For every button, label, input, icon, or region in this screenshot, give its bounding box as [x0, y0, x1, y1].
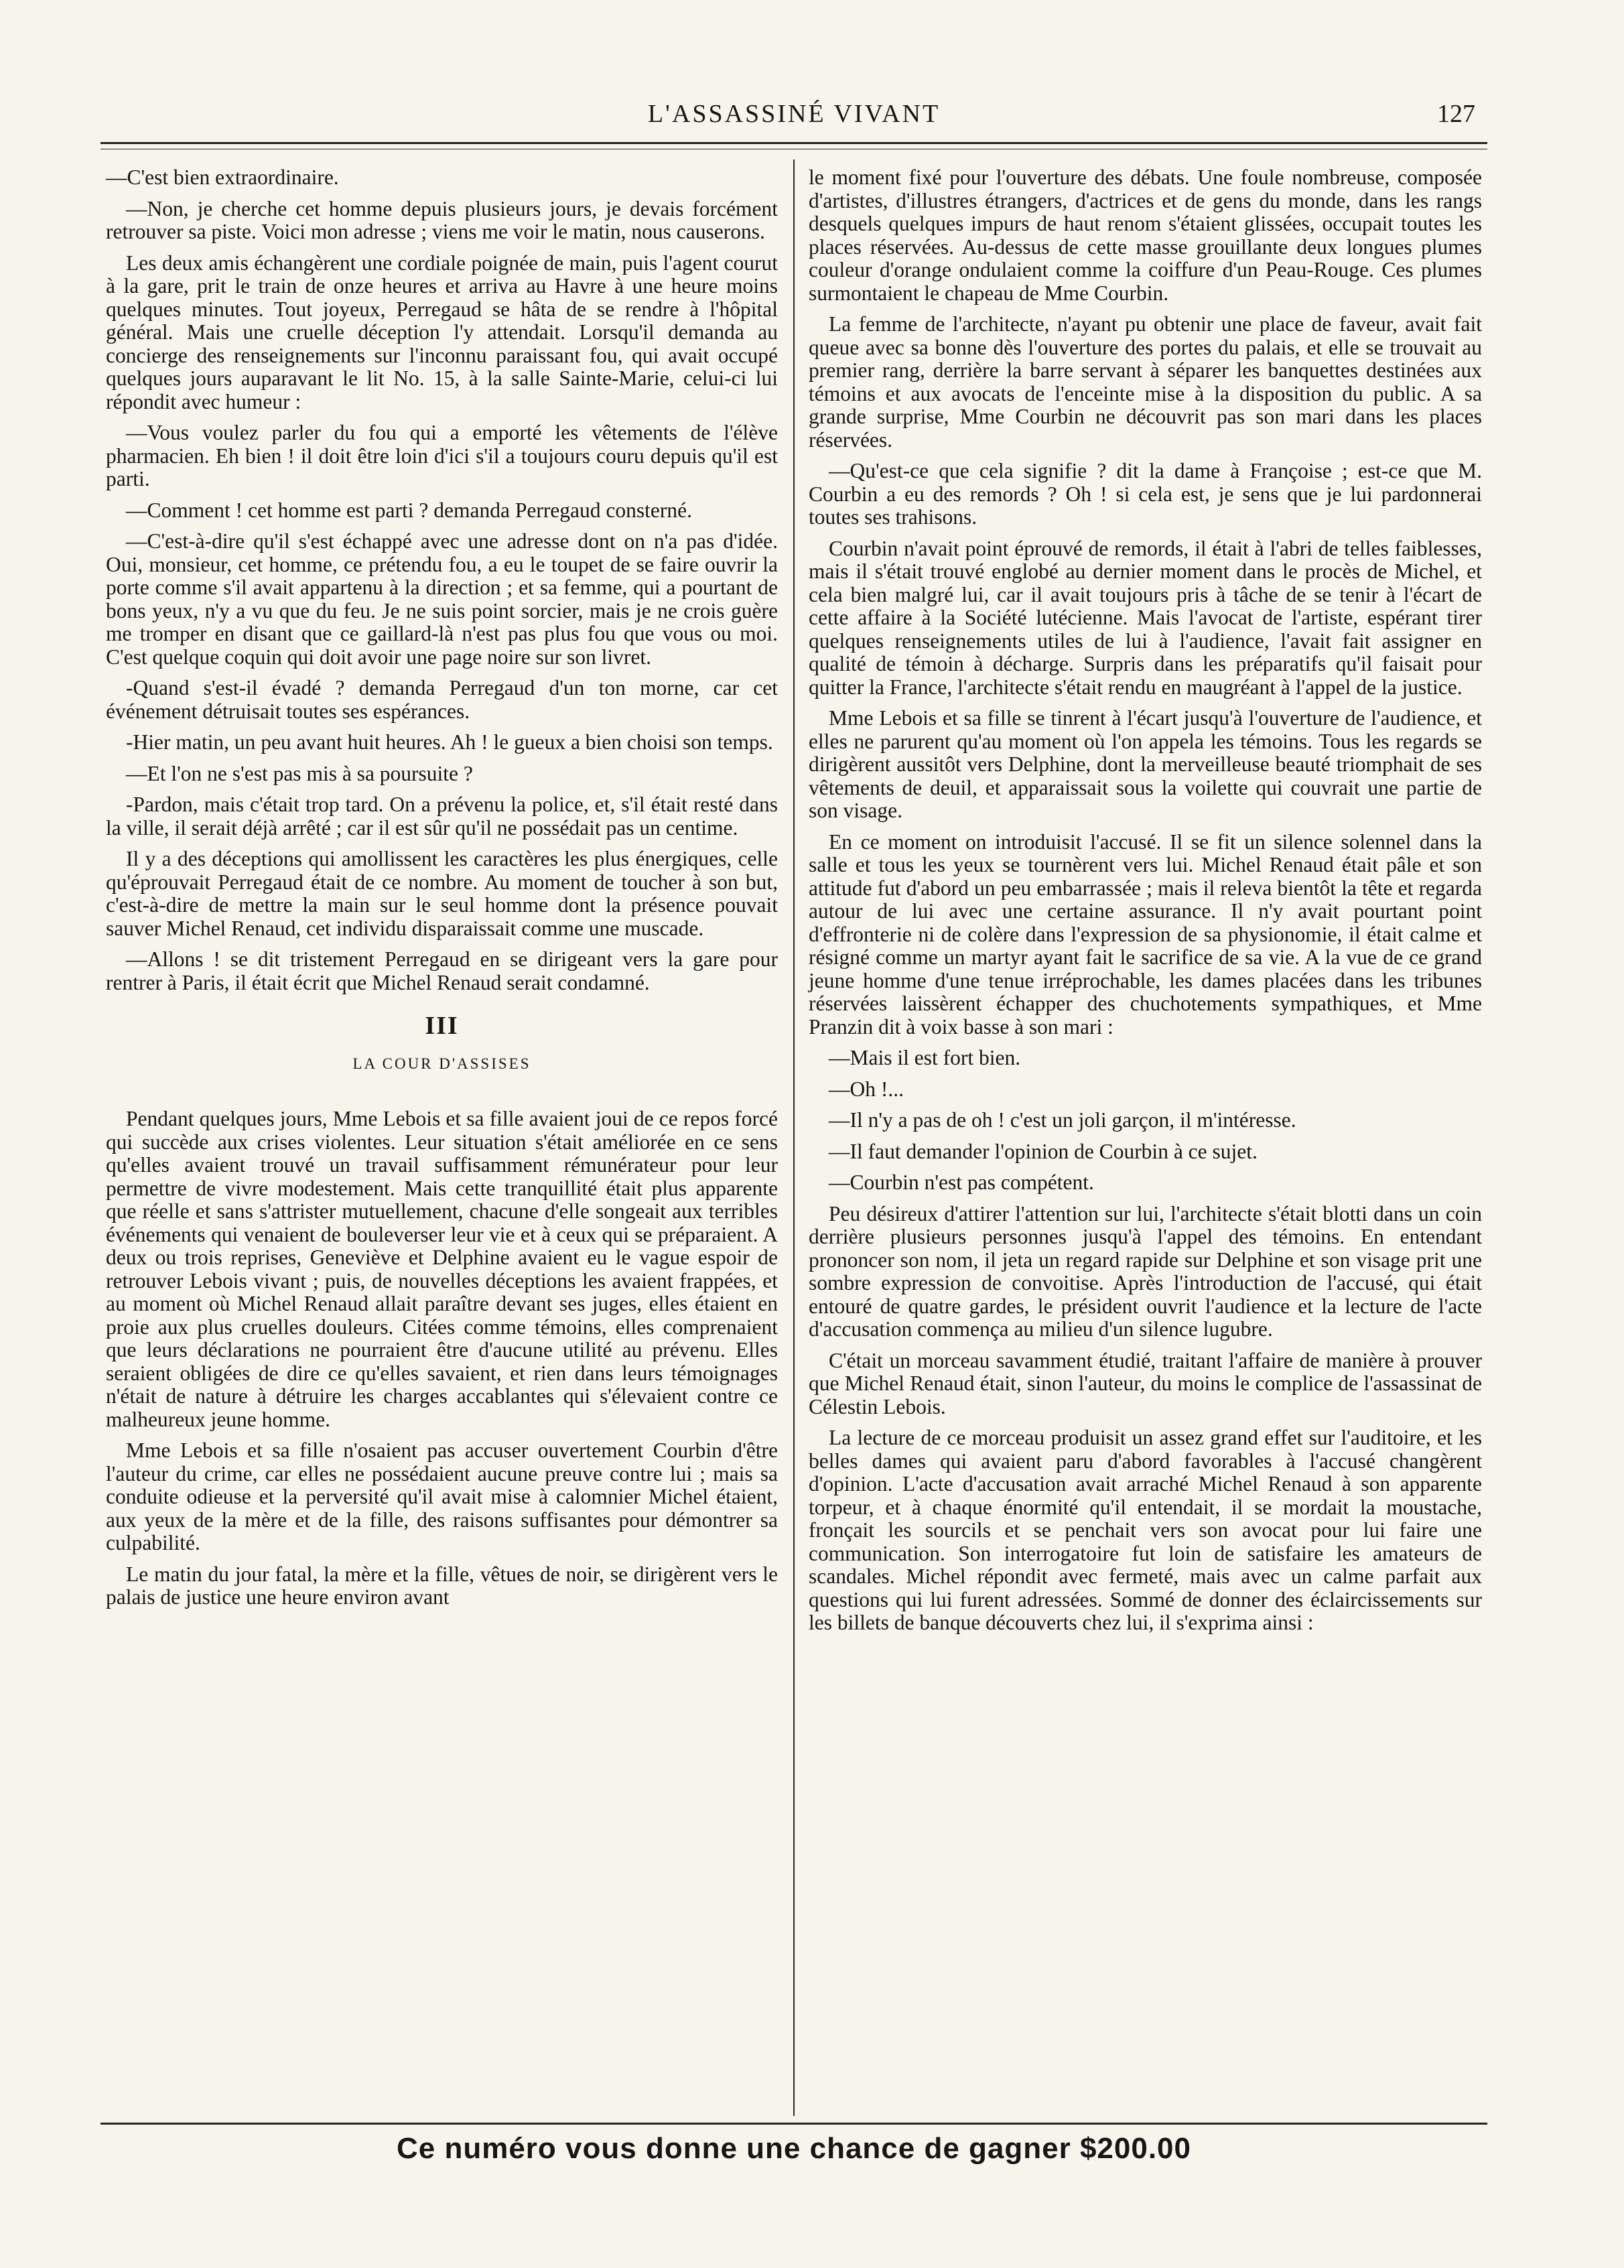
- paragraph: Mme Lebois et sa fille se tinrent à l'écart jusqu'à l'ouverture de l'audience, et elles ne parurent qu'au moment où l'on appela les témoins. Tous les regards se dirigèrent aussitôt vers Delphine, dont la merveilleuse beauté triomphait de ses vêtements de deuil, et apparaissait sous la voilette qui couvrait une partie de son visage.: [809, 706, 1482, 822]
- paragraph: —Oh !...: [829, 1077, 904, 1101]
- paragraph: le moment fixé pour l'ouverture des débats. Une foule nombreuse, composée d'artistes, d'illustres étrangers, d'actrices et de gens du monde, dans les rangs desquels quelques impurs de haut renom s'étaient glissées, occupait toutes les places réservées. Au-dessus de cette masse grouillante deux longues plumes couleur d'orange ondulaient comme la coiffure d'un Peau-Rouge. Ces plumes surmontaient le chapeau de Mme Courbin.: [809, 165, 1482, 305]
- paragraph: —Comment ! cet homme est parti ? demanda Perregaud consterné.: [126, 498, 692, 522]
- left-paragraphs-before: [106, 166, 778, 994]
- paragraph: Courbin n'avait point éprouvé de remords, il était à l'abri de telles faiblesses, mais il s'était trouvé englobé au dernier moment dans le procès de Michel, et cela bien malgré lui, car il avait toujours pris à tâche de se tenir à l'écart de cette affaire à la Société lutécienne. Mais l'avocat de l'artiste, espérant tirer quelques renseignements utiles de lui à l'audience, l'avait fait assigner en qualité de témoin à décharge. Surpris dans les préparatifs qu'il faisait pour quitter la France, l'architecte s'était rendu en maugréant à l'appel de la justice.: [809, 536, 1482, 699]
- column-divider: [793, 159, 795, 2116]
- section-title: LA COUR D'ASSISES: [352, 1055, 531, 1072]
- paragraph: —Qu'est-ce que cela signifie ? dit la dame à Françoise ; est-ce que M. Courbin a eu des remords ? Oh ! si cela est, je sens que je lui pardonnerai toutes ses trahisons.: [809, 459, 1482, 529]
- section-number: III: [425, 1012, 459, 1040]
- paragraph: -Hier matin, un peu avant huit heures. Ah ! le gueux a bien choisi son temps.: [126, 730, 773, 754]
- paragraph: En ce moment on introduisit l'accusé. Il se fit un silence solennel dans la salle et tous les yeux se tournèrent vers lui. Michel Renaud était pâle et son attitude fut d'abord un peu embarrassée ; mais il releva bientôt la tête et regarda autour de lui avec une certaine assurance. Il n'y avait pourtant point d'effronterie ni de colère dans l'expression de sa physionomie, il était calme et résigné comme un martyr ayant fait le sacrifice de sa vie. A la vue de ce grand jeune homme d'une tenue irréprochable, les dames placées dans les tribunes réservées laissèrent échapper des chuchotements sympathiques, et Mme Pranzin dit à voix basse à son mari :: [809, 829, 1482, 1039]
- paragraph: La lecture de ce morceau produisit un assez grand effet sur l'auditoire, et les belles dames qui avaient paru d'abord favorables à l'accusé changèrent d'opinion. L'acte d'accusation avait arraché Michel Renaud à son apparente torpeur, et à chaque énormité qu'il entendait, il se mordait la moustache, fronçait les sourcils et se penchait vers son avocat pour lui faire une communication. Son interrogatoire fut loin de satisfaire les amateurs de scandales. Michel répondit avec fermeté, mais avec un calme parfait aux questions qui lui furent adressées. Sommé de donner des éclaircissements sur les billets de banque découverts chez lui, il s'exprima ainsi :: [809, 1426, 1482, 1634]
- footer-banner: Ce numéro vous donne une chance de gagner $200.00: [396, 2132, 1192, 2165]
- paragraph: —Mais il est fort bien.: [829, 1046, 1021, 1069]
- paragraph: —Vous voulez parler du fou qui a emporté les vêtements de l'élève pharmacien. Eh bien ! il doit être loin d'ici s'il a toujours couru depuis qu'il est parti.: [106, 421, 778, 490]
- header-rule: [100, 142, 1487, 144]
- paragraph: —Courbin n'est pas compétent.: [829, 1171, 1094, 1194]
- running-title: L'ASSASSINÉ VIVANT: [647, 100, 941, 128]
- right-paragraphs: [809, 166, 1482, 1635]
- page-header: [100, 99, 1487, 139]
- paragraph: La femme de l'architecte, n'ayant pu obtenir une place de faveur, avait fait queue avec sa bonne dès l'ouverture des portes du palais, et elle se trouvait au premier rang, derrière la barre servant à séparer les banquettes destinées aux témoins et aux avocats de l'enceinte mise à la disposition du public. A sa grande surprise, Mme Courbin ne découvrit pas son mari dans les places réservées.: [809, 312, 1482, 452]
- paragraph: —C'est-à-dire qu'il s'est échappé avec une adresse dont on n'a pas d'idée. Oui, monsieur, cet homme, ce prétendu fou, a eu le toupet de se faire ouvrir la porte comme s'il avait appartenu à la direction ; et sa femme, qui a pourtant de bons yeux, n'y a vu que du feu. Je ne suis point sorcier, mais je ne crois guère me tromper en disant que ce gaillard-là n'est pas plus fou que vous ou moi. C'est quelque coquin qui doit avoir une page noire sur son livret.: [106, 529, 778, 669]
- paragraph: —Non, je cherche cet homme depuis plusieurs jours, je devais forcément retrouver sa piste. Voici mon adresse ; viens me voir le matin, nous causerons.: [106, 196, 778, 243]
- paragraph: —C'est bien extraordinaire.: [106, 165, 339, 189]
- page-number: 127: [1437, 100, 1475, 128]
- left-column: [106, 166, 778, 1617]
- paragraph: Il y a des déceptions qui amollissent les caractères les plus énergiques, celle qu'éprouvait Perregaud était de ce nombre. Au moment de toucher à son but, c'est-à-dire de mettre la main sur le seul homme dont la présence pouvait sauver Michel Renaud, cet individu disparaissait comme une muscade.: [106, 847, 778, 940]
- footer-rule: [100, 2123, 1487, 2125]
- paragraph: Mme Lebois et sa fille n'osaient pas accuser ouvertement Courbin d'être l'auteur du crime, car elles ne possédaient aucune preuve contre lui ; mais sa conduite odieuse et la perversité qu'il avait mise à calomnier Michel étaient, aux yeux de la mère et de la fille, des raisons suffisantes pour démontrer sa culpabilité.: [106, 1439, 778, 1554]
- paragraph: Le matin du jour fatal, la mère et la fille, vêtues de noir, se dirigèrent vers le palais de justice une heure environ avant: [106, 1562, 778, 1609]
- paragraph: Peu désireux d'attirer l'attention sur lui, l'architecte s'était blotti dans un coin derrière plusieurs personnes jusqu'à l'appel des témoins. En entendant prononcer son nom, il jeta un regard rapide sur Delphine et son visage prit une sombre expression de convoitise. Après l'introduction de l'accusé, qui était entouré de quatre gardes, le président ouvrit l'audience et la lecture de l'acte d'accusation commença au milieu d'un silence lugubre.: [809, 1201, 1482, 1341]
- left-paragraphs-after: [106, 1108, 778, 1609]
- paragraph: -Quand s'est-il évadé ? demanda Perregaud d'un ton morne, car cet événement détruisait toutes ses espérances.: [106, 676, 778, 723]
- paragraph: —Il n'y a pas de oh ! c'est un joli garçon, il m'intéresse.: [829, 1108, 1296, 1132]
- paragraph: Les deux amis échangèrent une cordiale poignée de main, puis l'agent courut à la gare, prit le train de onze heures et arriva au Havre à une heure moins quelques minutes. Tout joyeux, Perregaud se hâta de se rendre à l'hôpital général. Mais une cruelle déception l'y attendait. Lorsqu'il demanda au concierge des renseignements sur l'inconnu paraissant fou, qui avait occupé quelques jours auparavant le lit No. 15, à la salle Sainte-Marie, celui-ci lui répondit avec humeur :: [106, 251, 778, 413]
- paragraph: -Pardon, mais c'était trop tard. On a prévenu la police, et, s'il était resté dans la ville, il serait déjà arrêté ; car il est sûr qu'il ne possédait pas un centime.: [106, 793, 778, 840]
- right-column: [809, 166, 1482, 1643]
- paragraph: —Il faut demander l'opinion de Courbin à ce sujet.: [829, 1139, 1258, 1163]
- paragraph: C'était un morceau savamment étudié, traitant l'affaire de manière à prouver que Michel Renaud était, sinon l'auteur, du moins le complice de l'assassinat de Célestin Lebois.: [809, 1348, 1482, 1418]
- paragraph: —Allons ! se dit tristement Perregaud en se dirigeant vers la gare pour rentrer à Paris, il était écrit que Michel Renaud serait condamné.: [106, 947, 778, 994]
- paragraph: —Et l'on ne s'est pas mis à sa poursuite ?: [126, 761, 473, 785]
- paragraph: Pendant quelques jours, Mme Lebois et sa fille avaient joui de ce repos forcé qui succède aux crises violentes. Leur situation s'était améliorée en ce sens qu'elles avaient trouvé un travail suffisamment rémunérateur pour leur permettre de vivre modestement. Mais cette tranquillité était plus apparente que réelle et sans s'attrister mutuellement, chacune d'elle songeait aux terribles événements qui venaient de bouleverser leur vie et à ceux qui se préparaient. A deux ou trois reprises, Geneviève et Delphine avaient eu le vague espoir de retrouver Lebois vivant ; puis, de nouvelles déceptions les avaient frappées, et au moment où Michel Renaud allait paraître devant ses juges, elles étaient en proie aux plus cruelles douleurs. Citées comme témoins, elles comprenaient que leurs déclarations ne pourraient être d'aucune utilité au prévenu. Elles seraient obligées de dire ce qu'elles savaient, et rien dans leurs témoignages n'était de nature à détruire les charges accablantes qui s'élevaient contre ce malheureux jeune homme.: [106, 1107, 778, 1431]
